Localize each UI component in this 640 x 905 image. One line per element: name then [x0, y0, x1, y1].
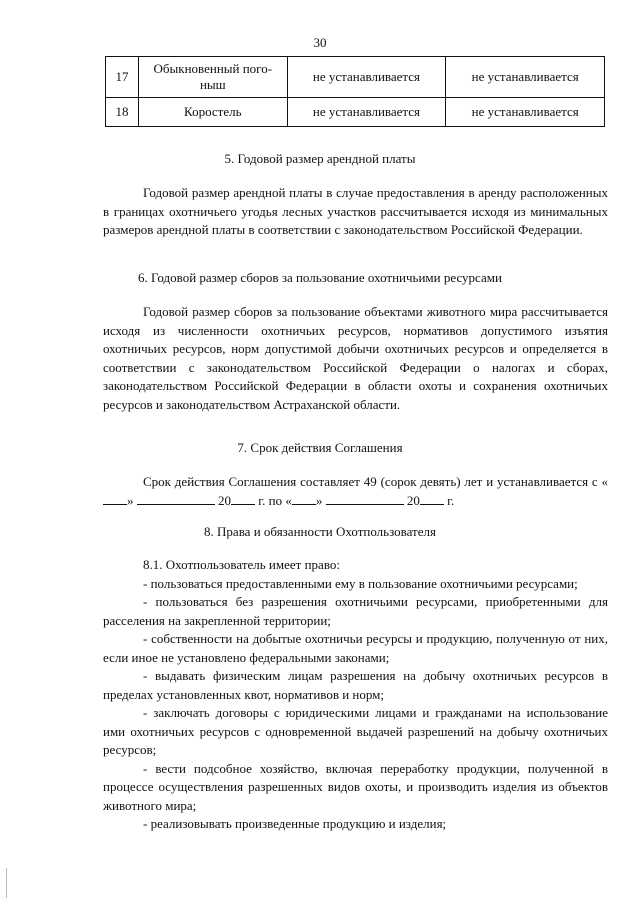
section7-paragraph	[103, 473, 608, 510]
section7-text-part: »	[127, 492, 134, 508]
limit-cell: не устанавливается	[287, 98, 446, 127]
species-name-line2: ныш	[199, 77, 226, 92]
section7-text-part: »	[315, 492, 323, 508]
scan-margin-mark	[6, 868, 7, 898]
section5-text: Годовой размер арендной платы в случае предоставления в аренду расположенных в границах охотничьего угодья лесных участков рассчитывается исходя из минимальных размеров арендной платы в соответствии с законодательством Российской Федерации.	[103, 185, 608, 237]
table-row	[106, 98, 605, 127]
list-item: - пользоваться предоставленными ему в пользование охотничьими ресурсами;	[143, 575, 578, 591]
species-name	[138, 57, 287, 98]
list-item: - реализовывать произведенные продукцию и изделия;	[143, 816, 447, 831]
list-item: - выдавать физическим лицам разрешения на добычу охотничьих ресурсов в пределах установленных квот, нормативов и норм;	[103, 668, 608, 702]
species-table	[105, 56, 605, 127]
section8-heading: 8. Права и обязанности Охотпользователя	[204, 524, 436, 539]
section7-text-part: г.	[447, 492, 455, 508]
section6-paragraph	[103, 303, 608, 414]
section6-text: Годовой размер сборов за пользование объектами животного мира рассчитывается исходя из численности охотничьих ресурсов, нормативов допустимого изъятия охотничьих ресурсов, норм допустимой добычи охотничьих ресурсов и определяется в соответствии с законодательством Российской Федерации о налогах и сборах, законодательством Российской Федерации в области охоты и сохранения охотничьих ресурсов и законодательством Астраханской области.	[103, 304, 608, 412]
list-item: - заключать договоры с юридическими лицами и гражданами на использование ими охотничьих ресурсов с одновременной выдачей разрешений на добычу охотничьих ресурсов;	[103, 705, 608, 757]
month-blank	[326, 492, 404, 505]
limit-cell: не устанавливается	[446, 57, 605, 98]
section7-text-part: 20	[218, 492, 231, 508]
section7-heading: 7. Срок действия Соглашения	[237, 440, 403, 455]
limit-cell: не устанавливается	[287, 57, 446, 98]
month-blank	[137, 492, 215, 505]
section7-text-part: Срок действия Соглашения составляет 49 (сорок девять) лет и устанавливается с «	[143, 474, 608, 489]
section7-text-part: 20	[406, 492, 420, 508]
species-name-line1: Обыкновенный пого-	[153, 61, 273, 76]
year-blank	[420, 492, 444, 505]
species-name: Коростель	[138, 98, 287, 127]
page-number: 30	[313, 35, 327, 50]
limit-cell: не устанавливается	[446, 98, 605, 127]
list-item: - собственности на добытые охотничьи ресурсы и продукцию, полученную от них, если иное не установлено федеральными законами;	[103, 631, 608, 665]
year-blank	[231, 492, 255, 505]
section5-heading: 5. Годовой размер арендной платы	[224, 151, 416, 166]
section6-heading: 6. Годовой размер сборов за пользование охотничьими ресурсами	[138, 270, 502, 285]
section5-paragraph	[103, 184, 608, 240]
row-number: 17	[106, 57, 139, 98]
section7-text	[103, 473, 608, 510]
section8-intro: 8.1. Охотпользователь имеет право:	[143, 557, 340, 572]
section8-list	[103, 556, 608, 834]
list-item: - пользоваться без разрешения охотничьими ресурсами, приобретенными для расселения на закрепленной территории;	[103, 594, 608, 628]
day-blank	[292, 492, 316, 505]
list-item: - вести подсобное хозяйство, включая переработку продукции, полученной в процессе осуществления разрешенных видов охоты, и производить изделия из объектов животного мира;	[103, 760, 608, 813]
table-row	[106, 57, 605, 98]
day-blank	[103, 492, 127, 505]
row-number: 18	[106, 98, 139, 127]
section7-text-part: г. по «	[258, 492, 292, 508]
